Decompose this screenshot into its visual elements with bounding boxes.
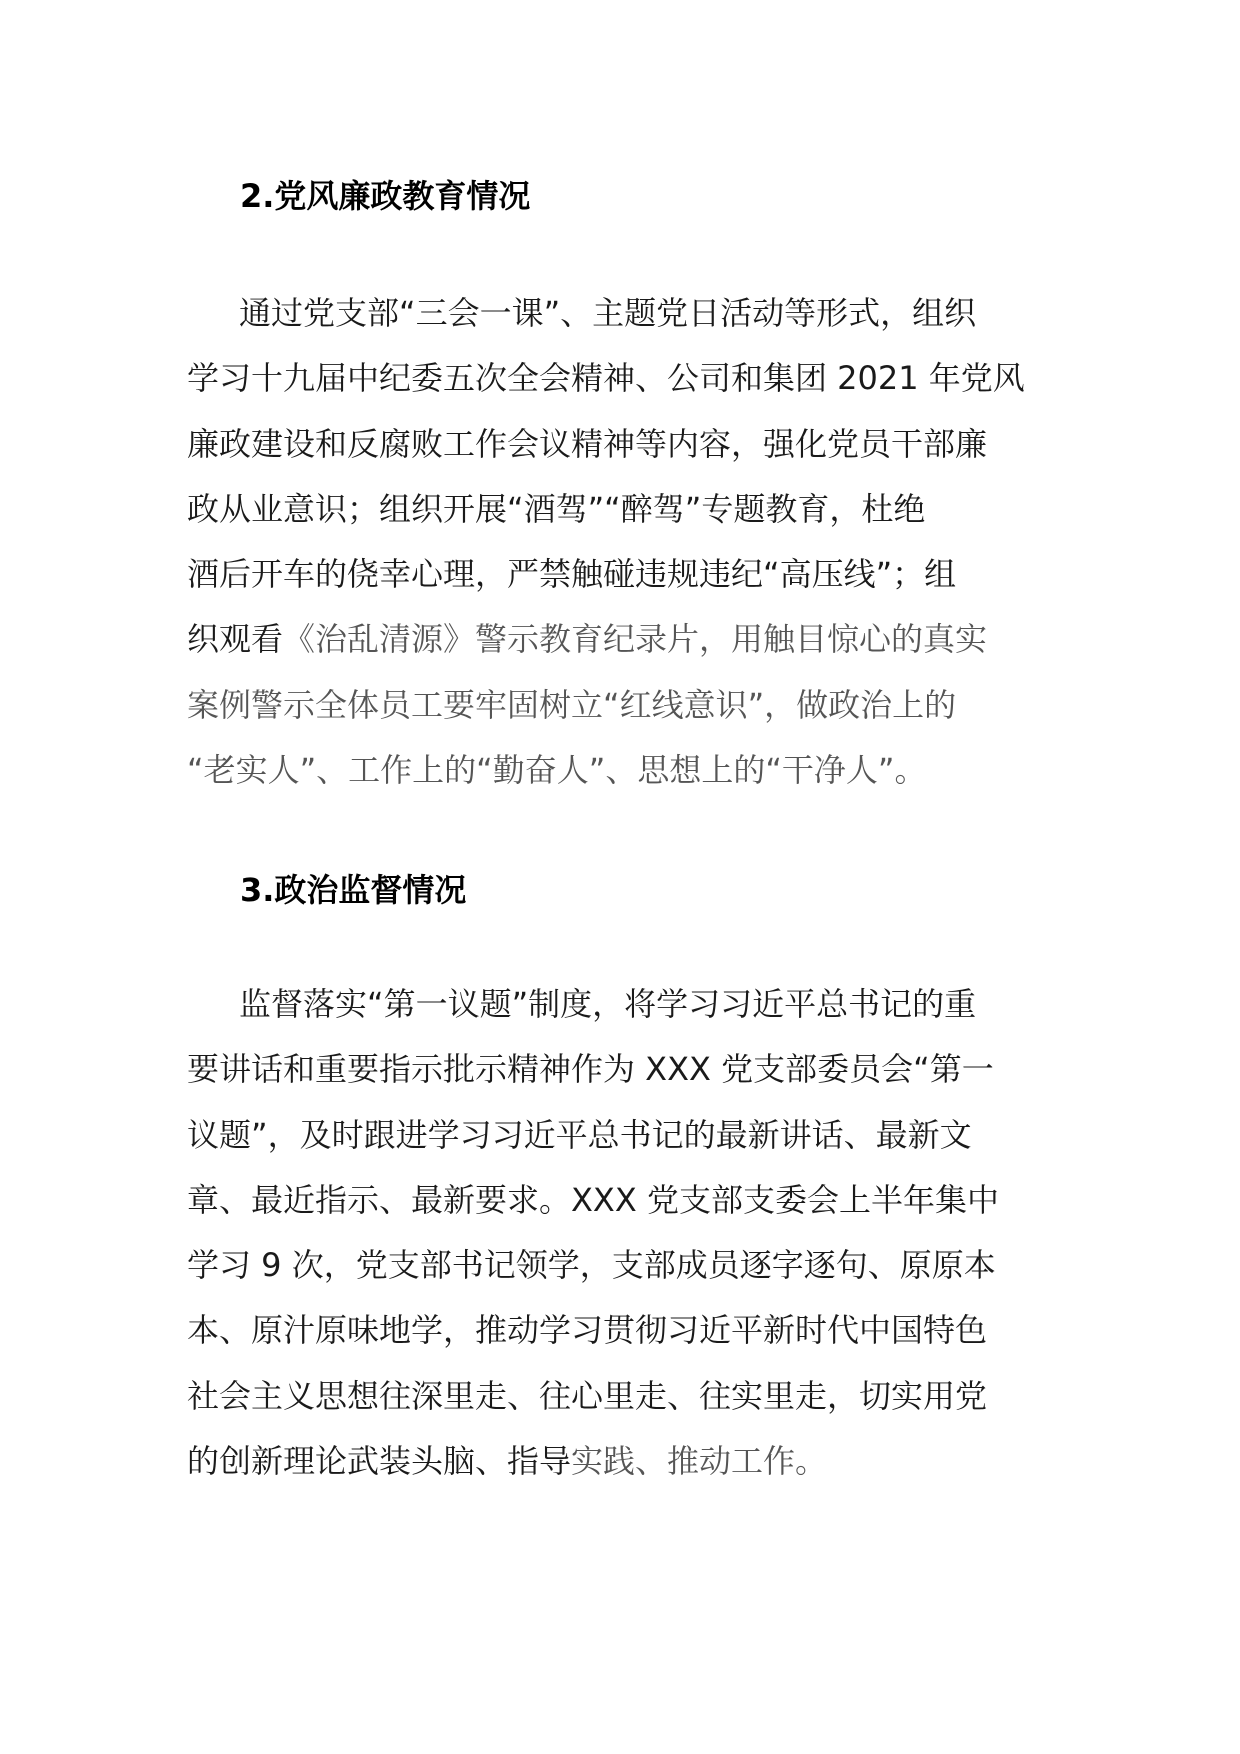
paragraph-line: 学习 9 次，党支部书记领学，支部成员逐字逐句、原原本 [187,1246,996,1285]
section-heading-political-supervision: 3.政治监督情况 [240,871,467,909]
paragraph-line [187,619,1057,684]
paragraph-line: 章、最近指示、最新要求。XXX 党支部支委会上半年集中 [187,1180,999,1219]
paragraph-line: 要讲话和重要指示批示精神作为 XXX 党支部委员会“第一 [187,1050,994,1089]
paragraph-line: 政从业意识；组织开展“酒驾”“醉驾”专题教育，杜绝 [187,489,926,528]
line-segment: 的创新理论武装头脑、指导 [187,1442,572,1481]
line-segment-muted: 实践、推动工作。 [571,1442,828,1481]
paragraph-line: “老实人”、工作上的“勤奋人”、思想上的“干净人”。 [187,751,927,790]
paragraph-party-conduct [187,293,1057,815]
line-segment-muted: 《治乱清源》警示教育纪录片，用触目惊心的真实 [283,620,988,659]
paragraph-line: 议题”，及时跟进学习习近平总书记的最新讲话、最新文 [187,1115,972,1154]
paragraph-line: 监督落实“第一议题”制度，将学习习近平总书记的重 [239,985,977,1023]
paragraph-line: 通过党支部“三会一课”、主题党日活动等形式，组织 [239,294,977,332]
paragraph-line: 社会主义思想往深里走、往心里走、往实里走，切实用党 [187,1376,988,1415]
section-heading-party-conduct: 2.党风廉政教育情况 [240,177,531,215]
paragraph-line: 酒后开车的侥幸心理，严禁触碰违规违纪“高压线”；组 [187,555,957,594]
paragraph-line: 本、原汁原味地学，推动学习贯彻习近平新时代中国特色 [187,1311,988,1350]
paragraph-line: 学习十九届中纪委五次全会精神、公司和集团 2021 年党风 [187,359,1025,398]
paragraph-political-supervision [187,984,1057,1506]
paragraph-line: 案例警示全体员工要牢固树立“红线意识”，做政治上的 [187,685,957,724]
paragraph-line: 廉政建设和反腐败工作会议精神等内容，强化党员干部廉 [187,424,988,463]
paragraph-line [187,1441,1057,1506]
line-segment: 织观看 [187,620,284,659]
